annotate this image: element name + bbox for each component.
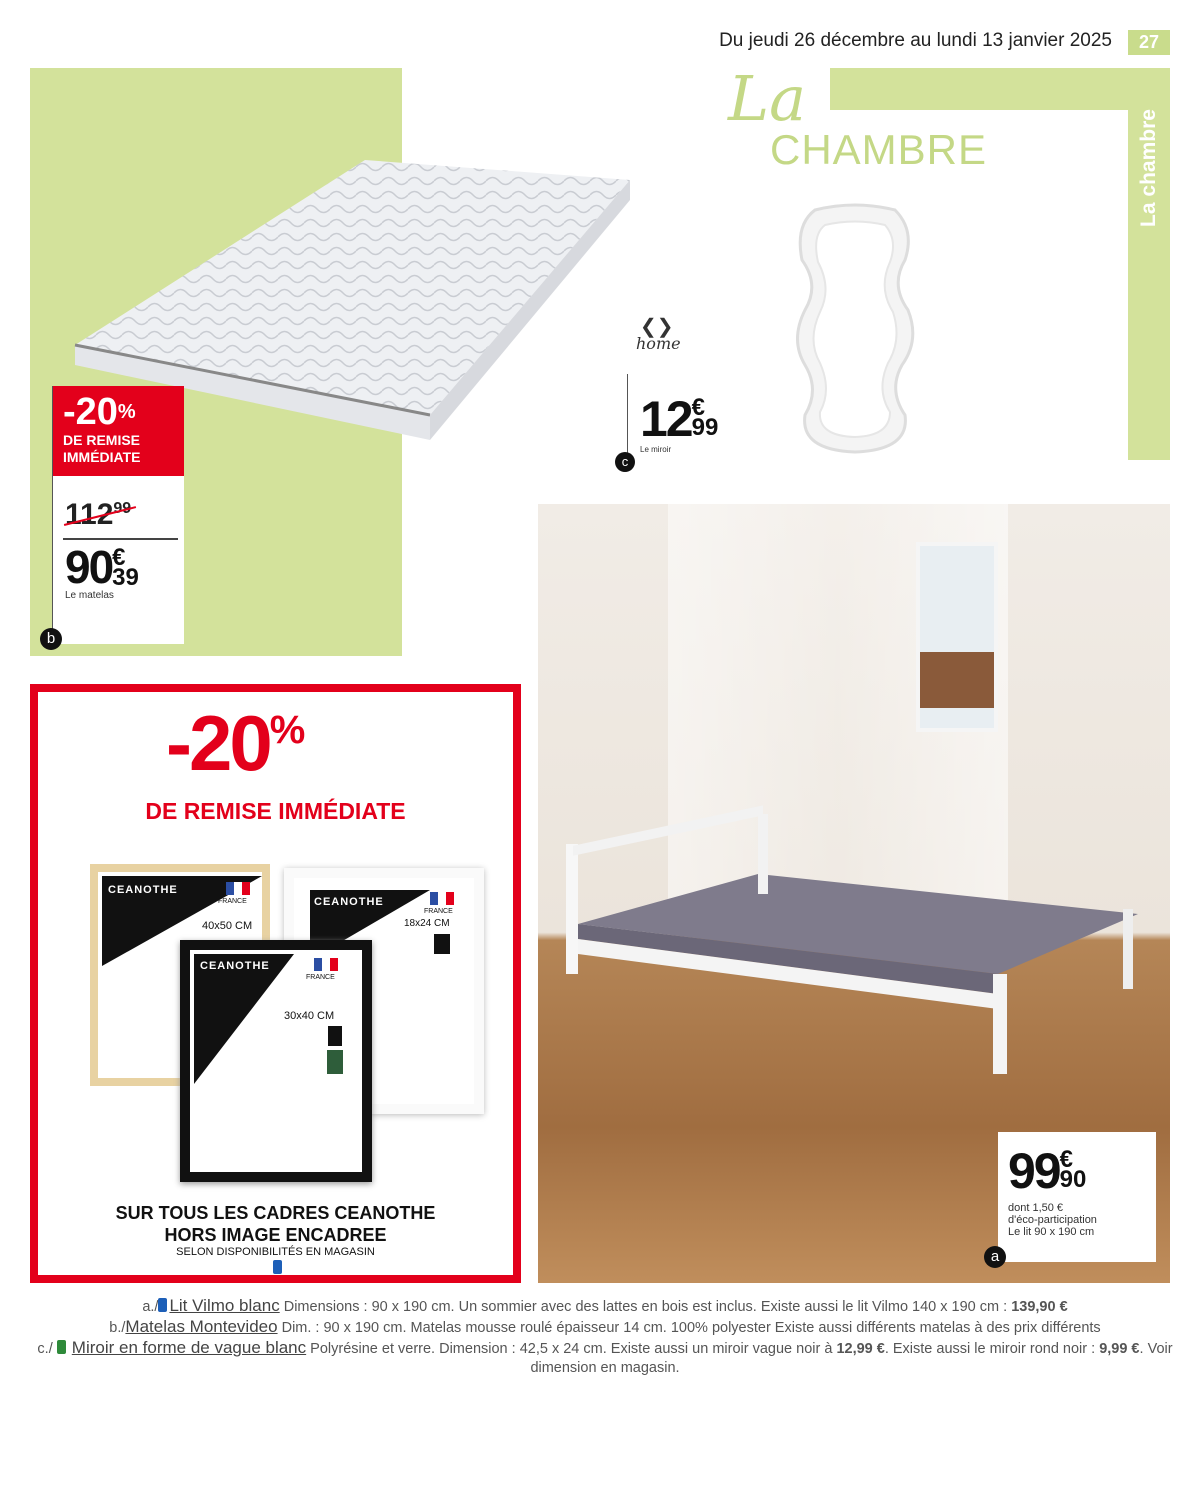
frame-18x24: CEANOTHE FRANCE 18x24 CM bbox=[284, 868, 484, 1114]
wave-mirror-image bbox=[790, 200, 920, 460]
info-icon bbox=[158, 1298, 167, 1312]
price-label: Le miroir bbox=[640, 445, 672, 454]
page-number: 27 bbox=[1128, 30, 1170, 55]
ref-b: b bbox=[40, 628, 62, 650]
section-bar bbox=[830, 68, 1170, 110]
frames-promo bbox=[30, 684, 521, 1283]
discount-badge: -20% DE REMISE IMMÉDIATE bbox=[53, 386, 184, 476]
frames-discount-text: DE REMISE IMMÉDIATE bbox=[145, 798, 406, 824]
product-details bbox=[30, 1296, 1180, 1378]
old-price: $112^{99}$ bbox=[65, 498, 132, 531]
detail-a: a./ Lit Vilmo blanc Dimensions : 90 x 190 cm. Un sommier avec des lattes en bois est inclus. Existe aussi le lit Vilmo 140 x 190 cm : 139,90 € bbox=[142, 1296, 1068, 1315]
info-icon bbox=[57, 1340, 66, 1354]
detail-c: c./ Miroir en forme de vague blanc Polyrésine et verre. Dimension : 42,5 x 24 cm. Existe aussi un miroir vague noir à 12,99 €. Existe aussi le miroir rond noir : 9,99 €. Voir dimension en magasin. bbox=[37, 1338, 1173, 1376]
brand-home: home bbox=[636, 334, 681, 353]
frame-30x40: CEANOTHE FRANCE 30x40 CM bbox=[180, 940, 372, 1182]
info-icon bbox=[273, 1260, 284, 1278]
detail-b: b./Matelas Montevideo Dim. : 90 x 190 cm. Matelas mousse roulé épaisseur 14 cm. 100% polyester Existe aussi différents matelas à des prix différents bbox=[109, 1317, 1101, 1336]
frames-discount: -20% bbox=[166, 699, 303, 787]
price: 99 € 90 bbox=[1008, 1143, 1087, 1199]
link-matelas[interactable]: Matelas Montevideo bbox=[125, 1317, 278, 1336]
section-title-script: La bbox=[728, 62, 807, 135]
frame-40x50: CEANOTHE FRANCE 40x50 CM bbox=[90, 864, 270, 1086]
bed-frame-image bbox=[558, 804, 1138, 1084]
mattress-price-tag bbox=[52, 386, 184, 644]
ref-a: a bbox=[984, 1246, 1006, 1268]
side-tab-label: La chambre bbox=[1137, 109, 1161, 227]
link-miroir[interactable]: Miroir en forme de vague blanc bbox=[71, 1338, 307, 1357]
frames-offer-text: SUR TOUS LES CADRES CEANOTHE HORS IMAGE ENCADREE bbox=[115, 1203, 436, 1245]
ref-c: c bbox=[615, 452, 635, 472]
availability-note: SELON DISPONIBILITÉS EN MAGASIN bbox=[176, 1246, 375, 1258]
bedroom-photo bbox=[538, 504, 1170, 1283]
mirror-price: 12 € 99 bbox=[640, 391, 719, 447]
price: 90 € 39 bbox=[65, 541, 139, 593]
carrefour-logo-icon: ❮❯ bbox=[640, 316, 674, 338]
link-lit-vilmo[interactable]: Lit Vilmo blanc bbox=[169, 1296, 280, 1315]
date-range: Du jeudi 26 décembre au lundi 13 janvier 2025 bbox=[719, 30, 1112, 51]
price-label: Le matelas bbox=[65, 590, 114, 601]
window bbox=[916, 542, 998, 732]
bed-price-tag: 99 € 90 dont 1,50 € d'éco-participation Le lit 90 x 190 cm bbox=[998, 1132, 1156, 1262]
divider bbox=[627, 374, 628, 458]
section-title: CHAMBRE bbox=[770, 126, 988, 173]
